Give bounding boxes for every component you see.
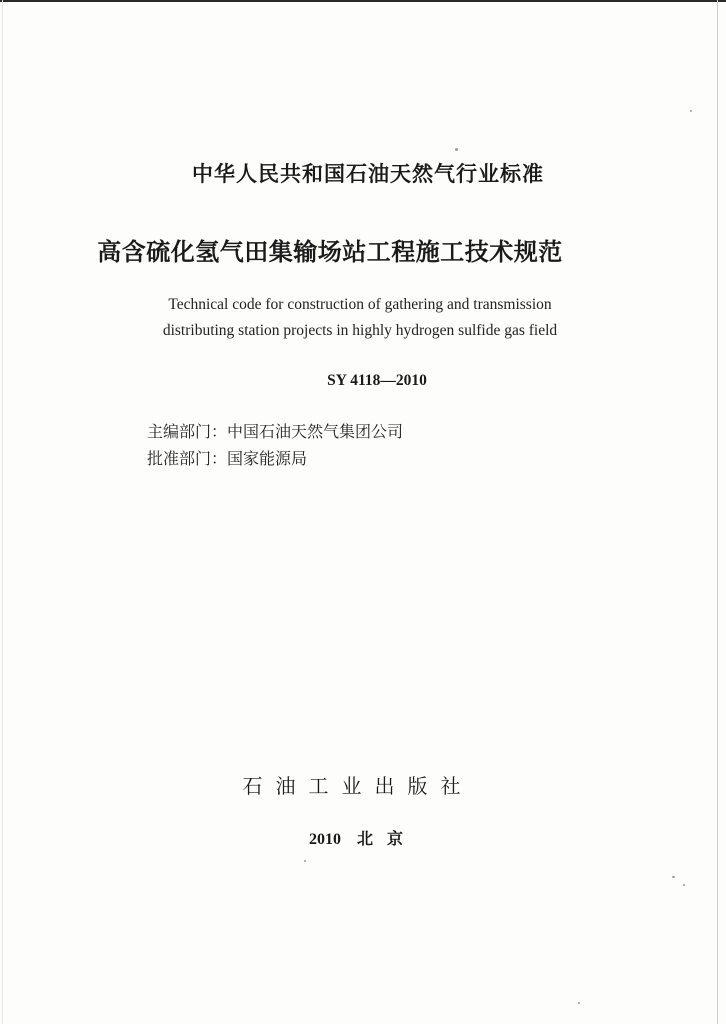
scan-speck <box>304 860 306 862</box>
department-label: 批准部门： <box>147 449 228 468</box>
scan-edge-right <box>717 0 718 1024</box>
scan-edge-top <box>0 0 726 2</box>
approval-department <box>147 446 307 469</box>
scan-speck <box>455 148 458 151</box>
department-value: 中国石油天然气集团公司 <box>227 422 404 441</box>
publication-city: 北京 <box>356 831 417 848</box>
scan-speck <box>672 876 675 878</box>
scan-speck <box>690 110 692 112</box>
publication-info <box>0 826 726 849</box>
publication-year: 2010 <box>308 831 341 848</box>
publisher-name: 石油工业出版社 <box>242 774 474 798</box>
english-title-line-1: Technical code for construction of gathering and transmission <box>168 296 552 313</box>
english-title-line-2: distributing station projects in highly hydrogen sulfide gas field <box>162 322 558 339</box>
scan-speck <box>578 1002 580 1004</box>
scan-speck <box>683 884 685 886</box>
standard-number: SY 4118—2010 <box>327 372 427 389</box>
department-value: 国家能源局 <box>227 449 308 468</box>
chief-editor-department <box>147 419 403 442</box>
department-label: 主编部门： <box>147 422 228 441</box>
chinese-title: 高含硫化氢气田集输场站工程施工技术规范 <box>97 238 563 266</box>
scan-edge-left <box>2 0 3 1024</box>
industry-standard-heading: 中华人民共和国石油天然气行业标准 <box>192 162 544 186</box>
